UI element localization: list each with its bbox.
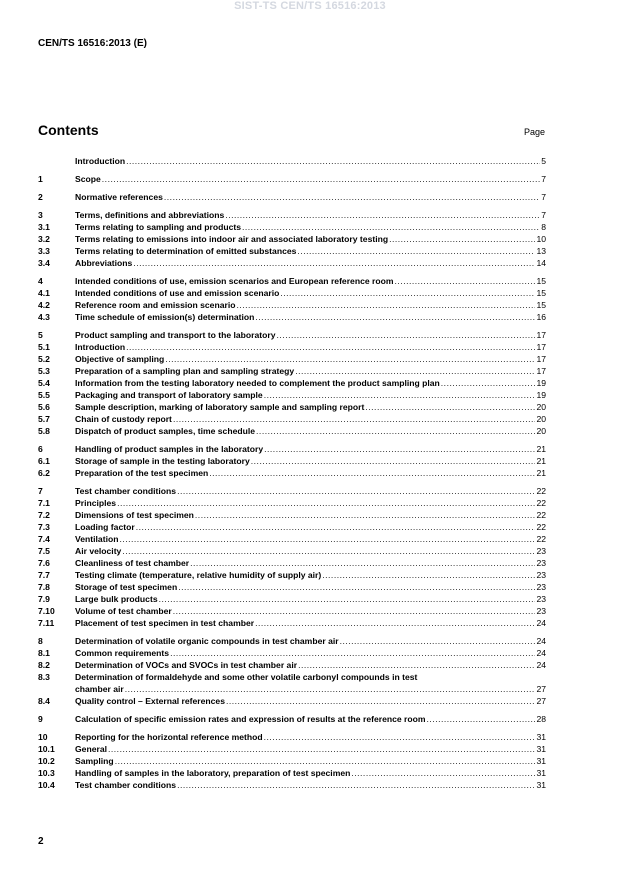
toc-entry-page: 5: [541, 156, 546, 166]
dot-leader: [441, 377, 536, 389]
toc-entry[interactable]: [38, 209, 546, 221]
toc-entry-title: Preparation of the test specimen: [75, 468, 209, 478]
toc-entry[interactable]: [38, 779, 546, 791]
toc-entry[interactable]: [38, 257, 546, 269]
toc-entry-title: Terms relating to emissions into indoor air and associated laboratory testing: [75, 234, 389, 244]
toc-entry-title: Test chamber conditions: [75, 486, 177, 496]
toc-entry-title: Determination of volatile organic compounds in test chamber air: [75, 636, 339, 646]
toc-entry-title: Determination of VOCs and SVOCs in test chamber air: [75, 660, 298, 670]
toc-entry-title: Time schedule of emission(s) determination: [75, 312, 255, 322]
watermark: SIST-TS CEN/TS 16516:2013: [234, 0, 386, 12]
dot-leader: [298, 659, 535, 671]
toc-entry-title: General: [75, 744, 108, 754]
toc-entry-number: 9: [38, 714, 43, 724]
dot-leader: [126, 155, 540, 167]
dot-leader: [365, 401, 535, 413]
toc-entry-number: 2: [38, 192, 43, 202]
toc-entry-title: Large bulk products: [75, 594, 158, 604]
toc-entry-title: Terms relating to sampling and products: [75, 222, 242, 232]
toc-entry[interactable]: [38, 311, 546, 323]
toc-entry-page: 10: [536, 234, 546, 244]
toc-entry-title: Handling of product samples in the laboratory: [75, 444, 264, 454]
dot-leader: [297, 245, 535, 257]
toc-entry[interactable]: [38, 467, 546, 479]
toc-entry-page: 27: [536, 696, 546, 706]
toc-entry-page: 8: [541, 222, 546, 232]
toc-entry-page: 21: [536, 444, 546, 454]
toc-entry[interactable]: [38, 389, 546, 401]
toc-entry-page: 15: [536, 300, 546, 310]
document-id: CEN/TS 16516:2013 (E): [38, 38, 147, 49]
toc-entry-title: Abbreviations: [75, 258, 133, 268]
dot-leader: [178, 581, 535, 593]
toc-entry-title: Intended conditions of use and emission scenario: [75, 288, 280, 298]
toc-entry[interactable]: [38, 443, 546, 455]
toc-entry-number: 3.4: [38, 258, 50, 268]
toc-entry-page: 24: [536, 618, 546, 628]
dot-leader: [126, 341, 535, 353]
toc-entry[interactable]: [38, 533, 546, 545]
toc-entry[interactable]: [38, 635, 546, 647]
dot-leader: [164, 191, 540, 203]
toc-entry[interactable]: [38, 713, 546, 725]
toc-entry-page: 15: [536, 276, 546, 286]
toc-entry-number: 7.11: [38, 618, 55, 628]
dot-leader: [295, 365, 535, 377]
dot-leader: [209, 467, 535, 479]
dot-leader: [190, 557, 535, 569]
dot-leader: [177, 779, 535, 791]
toc-entry-number: 7.5: [38, 546, 50, 556]
toc-entry-number: 5.6: [38, 402, 50, 412]
toc-entry-page: 23: [536, 570, 546, 580]
toc-entry-title: Test chamber conditions: [75, 780, 177, 790]
dot-leader: [115, 755, 536, 767]
toc-entry[interactable]: [38, 173, 546, 185]
dot-leader: [117, 497, 535, 509]
toc-entry[interactable]: [38, 557, 546, 569]
toc-entry-title: Reporting for the horizontal reference method: [75, 732, 263, 742]
toc-entry[interactable]: [38, 497, 546, 509]
toc-entry-number: 3.2: [38, 234, 50, 244]
dot-leader: [177, 485, 535, 497]
toc-entry-number: 5.1: [38, 342, 50, 352]
toc-entry-number: 4.2: [38, 300, 50, 310]
toc-entry-title: Ventilation: [75, 534, 119, 544]
dot-leader: [225, 209, 540, 221]
toc-entry-number: 8.3: [38, 672, 50, 682]
toc-entry[interactable]: [38, 245, 546, 257]
toc-entry[interactable]: [38, 413, 546, 425]
toc-entry-number: 10.2: [38, 756, 55, 766]
toc-entry-number: 3.3: [38, 246, 50, 256]
toc-entry[interactable]: [38, 581, 546, 593]
toc-entry-title: Normative references: [75, 192, 163, 202]
toc-entry-title: Common requirements: [75, 648, 170, 658]
dot-leader: [133, 257, 535, 269]
dot-leader: [264, 443, 535, 455]
toc-entry-page: 20: [536, 426, 546, 436]
toc-entry-page: 22: [536, 522, 546, 532]
toc-entry-page: 23: [536, 558, 546, 568]
toc-entry-number: 7.2: [38, 510, 50, 520]
toc-entry[interactable]: [38, 299, 546, 311]
dot-leader: [264, 389, 536, 401]
toc-entry-title: Storage of test specimen: [75, 582, 178, 592]
dot-leader: [122, 545, 535, 557]
toc-entry[interactable]: [38, 329, 546, 341]
toc-entry[interactable]: [38, 221, 546, 233]
toc-entry-page: 7: [541, 174, 546, 184]
toc-entry-number: 3.1: [38, 222, 50, 232]
toc-entry[interactable]: [38, 683, 546, 695]
toc-entry-title: Packaging and transport of laboratory sample: [75, 390, 263, 400]
dot-leader: [251, 455, 536, 467]
toc-entry-title: Determination of formaldehyde and some other volatile carbonyl compounds in test: [75, 672, 418, 682]
toc-entry-title: Dimensions of test specimen: [75, 510, 194, 520]
table-of-contents: [38, 155, 546, 791]
toc-entry[interactable]: [38, 731, 546, 743]
toc-entry-page: 24: [536, 660, 546, 670]
dot-leader: [125, 683, 536, 695]
toc-entry[interactable]: [38, 545, 546, 557]
toc-entry[interactable]: [38, 617, 546, 629]
toc-entry-title: Handling of samples in the laboratory, preparation of test specimen: [75, 768, 351, 778]
toc-entry-title: Sample description, marking of laboratory sample and sampling report: [75, 402, 365, 412]
toc-entry-number: 4.1: [38, 288, 50, 298]
toc-entry-page: 23: [536, 606, 546, 616]
toc-entry-page: 17: [536, 366, 546, 376]
toc-entry[interactable]: [38, 401, 546, 413]
toc-entry-page: 22: [536, 486, 546, 496]
toc-entry-page: 16: [536, 312, 546, 322]
toc-entry-number: 7: [38, 486, 43, 496]
toc-entry-page: 20: [536, 414, 546, 424]
toc-entry-title: Information from the testing laboratory needed to complement the product sampling plan: [75, 378, 440, 388]
toc-entry-page: 19: [536, 378, 546, 388]
toc-entry[interactable]: [38, 647, 546, 659]
toc-entry-number: 6: [38, 444, 43, 454]
toc-entry-title: Introduction: [75, 156, 126, 166]
toc-entry-number: 5.3: [38, 366, 50, 376]
toc-entry-title: Sampling: [75, 756, 114, 766]
toc-entry-page: 13: [536, 246, 546, 256]
toc-entry-page: 31: [536, 756, 546, 766]
toc-entry-page: 7: [541, 210, 546, 220]
toc-entry[interactable]: [38, 341, 546, 353]
toc-entry-number: 7.1: [38, 498, 50, 508]
toc-entry[interactable]: [38, 485, 546, 497]
toc-entry-page: 17: [536, 342, 546, 352]
toc-entry-number: 7.7: [38, 570, 50, 580]
toc-entry[interactable]: [38, 287, 546, 299]
dot-leader: [165, 353, 535, 365]
toc-entry[interactable]: [38, 377, 546, 389]
dot-leader: [255, 617, 535, 629]
dot-leader: [255, 311, 535, 323]
toc-entry-page: 15: [536, 288, 546, 298]
contents-title: Contents: [38, 122, 99, 138]
dot-leader: [351, 767, 535, 779]
toc-entry-number: 7.9: [38, 594, 50, 604]
toc-entry-number: 6.1: [38, 456, 50, 466]
toc-entry-number: 1: [38, 174, 43, 184]
toc-entry-title: Objective of sampling: [75, 354, 165, 364]
toc-entry-number: 3: [38, 210, 43, 220]
toc-entry-title: Product sampling and transport to the laboratory: [75, 330, 276, 340]
toc-entry-number: 10: [38, 732, 48, 742]
dot-leader: [322, 569, 535, 581]
dot-leader: [395, 275, 536, 287]
toc-entry-number: 8.1: [38, 648, 50, 658]
toc-entry-title: Cleanliness of test chamber: [75, 558, 190, 568]
toc-entry[interactable]: [38, 671, 546, 683]
toc-entry-page: 17: [536, 354, 546, 364]
dot-leader: [264, 731, 536, 743]
toc-entry[interactable]: [38, 509, 546, 521]
toc-entry-page: 27: [536, 684, 546, 694]
toc-entry[interactable]: [38, 755, 546, 767]
toc-entry-number: 10.4: [38, 780, 55, 790]
toc-entry-number: 5.5: [38, 390, 50, 400]
toc-entry-title: Scope: [75, 174, 101, 184]
toc-entry-title: Quality control – External references: [75, 696, 225, 706]
toc-entry-page: 23: [536, 594, 546, 604]
toc-entry-page: 28: [536, 714, 546, 724]
toc-entry-title: Intended conditions of use, emission scenarios and European reference room: [75, 276, 394, 286]
toc-entry-title: Preparation of a sampling plan and sampling strategy: [75, 366, 295, 376]
toc-entry-title: Calculation of specific emission rates and expression of results at the reference room: [75, 714, 426, 724]
toc-entry-number: 5.2: [38, 354, 50, 364]
toc-entry[interactable]: [38, 425, 546, 437]
dot-leader: [236, 299, 535, 311]
toc-entry-page: 24: [536, 636, 546, 646]
dot-leader: [173, 605, 536, 617]
dot-leader: [102, 173, 540, 185]
toc-entry-number: 10.3: [38, 768, 55, 778]
dot-leader: [119, 533, 535, 545]
toc-entry-page: 14: [536, 258, 546, 268]
toc-entry-number: 8.2: [38, 660, 50, 670]
toc-entry-number: 10.1: [38, 744, 55, 754]
toc-entry[interactable]: [38, 191, 546, 203]
toc-entry-title: Placement of test specimen in test chamber: [75, 618, 255, 628]
toc-entry-page: 21: [536, 456, 546, 466]
toc-entry[interactable]: [38, 275, 546, 287]
toc-entry-title: Air velocity: [75, 546, 122, 556]
page-column-label: Page: [523, 127, 545, 137]
toc-entry-page: 23: [536, 582, 546, 592]
toc-entry[interactable]: [38, 695, 546, 707]
toc-entry[interactable]: [38, 743, 546, 755]
toc-entry-title: Introduction: [75, 342, 126, 352]
toc-entry-title: chamber air: [75, 684, 124, 694]
toc-entry-title: Volume of test chamber: [75, 606, 172, 616]
toc-entry-title: Reference room and emission scenario: [75, 300, 236, 310]
toc-entry-title: Terms relating to determination of emitted substances: [75, 246, 297, 256]
dot-leader: [173, 413, 536, 425]
toc-entry-page: 31: [536, 780, 546, 790]
toc-entry-number: 8.4: [38, 696, 50, 706]
toc-entry-number: 7.8: [38, 582, 50, 592]
toc-entry[interactable]: [38, 353, 546, 365]
toc-entry-page: 19: [536, 390, 546, 400]
toc-entry-page: 7: [541, 192, 546, 202]
toc-entry[interactable]: [38, 155, 546, 167]
toc-entry-page: 22: [536, 510, 546, 520]
dot-leader: [256, 425, 535, 437]
dot-leader: [340, 635, 536, 647]
toc-entry[interactable]: [38, 233, 546, 245]
toc-entry-number: 4.3: [38, 312, 50, 322]
toc-entry[interactable]: [38, 767, 546, 779]
toc-entry[interactable]: [38, 521, 546, 533]
dot-leader: [277, 329, 536, 341]
toc-entry-number: 6.2: [38, 468, 50, 478]
toc-entry-page: 22: [536, 498, 546, 508]
dot-leader: [226, 695, 535, 707]
toc-entry-title: Principles: [75, 498, 117, 508]
toc-entry-page: 20: [536, 402, 546, 412]
toc-entry-title: Loading factor: [75, 522, 135, 532]
toc-entry-number: 4: [38, 276, 43, 286]
toc-entry[interactable]: [38, 569, 546, 581]
toc-entry-number: 5.8: [38, 426, 50, 436]
toc-entry-number: 5.7: [38, 414, 50, 424]
dot-leader: [242, 221, 540, 233]
toc-entry-title: Chain of custody report: [75, 414, 172, 424]
toc-entry-page: 24: [536, 648, 546, 658]
toc-entry-page: 31: [536, 732, 546, 742]
page-number: 2: [38, 836, 44, 847]
toc-entry[interactable]: [38, 593, 546, 605]
dot-leader: [280, 287, 535, 299]
toc-entry-title: Testing climate (temperature, relative humidity of supply air): [75, 570, 322, 580]
dot-leader: [389, 233, 535, 245]
toc-entry-number: 7.10: [38, 606, 55, 616]
toc-entry[interactable]: [38, 659, 546, 671]
toc-entry-number: 5: [38, 330, 43, 340]
toc-entry[interactable]: [38, 605, 546, 617]
toc-entry[interactable]: [38, 365, 546, 377]
toc-entry-page: 21: [536, 468, 546, 478]
toc-entry-number: 5.4: [38, 378, 50, 388]
toc-entry-number: 7.6: [38, 558, 50, 568]
dot-leader: [427, 713, 536, 725]
toc-entry-title: Terms, definitions and abbreviations: [75, 210, 225, 220]
toc-entry-number: 8: [38, 636, 43, 646]
toc-entry-page: 23: [536, 546, 546, 556]
toc-entry-page: 22: [536, 534, 546, 544]
toc-entry[interactable]: [38, 455, 546, 467]
dot-leader: [108, 743, 535, 755]
toc-entry-number: 7.3: [38, 522, 50, 532]
toc-entry-title: Dispatch of product samples, time schedule: [75, 426, 256, 436]
toc-entry-page: 17: [536, 330, 546, 340]
toc-entry-number: 7.4: [38, 534, 50, 544]
dot-leader: [195, 509, 536, 521]
toc-entry-page: 31: [536, 768, 546, 778]
dot-leader: [159, 593, 536, 605]
dot-leader: [136, 521, 536, 533]
dot-leader: [170, 647, 535, 659]
toc-entry-page: 31: [536, 744, 546, 754]
toc-entry-title: Storage of sample in the testing laboratory: [75, 456, 250, 466]
